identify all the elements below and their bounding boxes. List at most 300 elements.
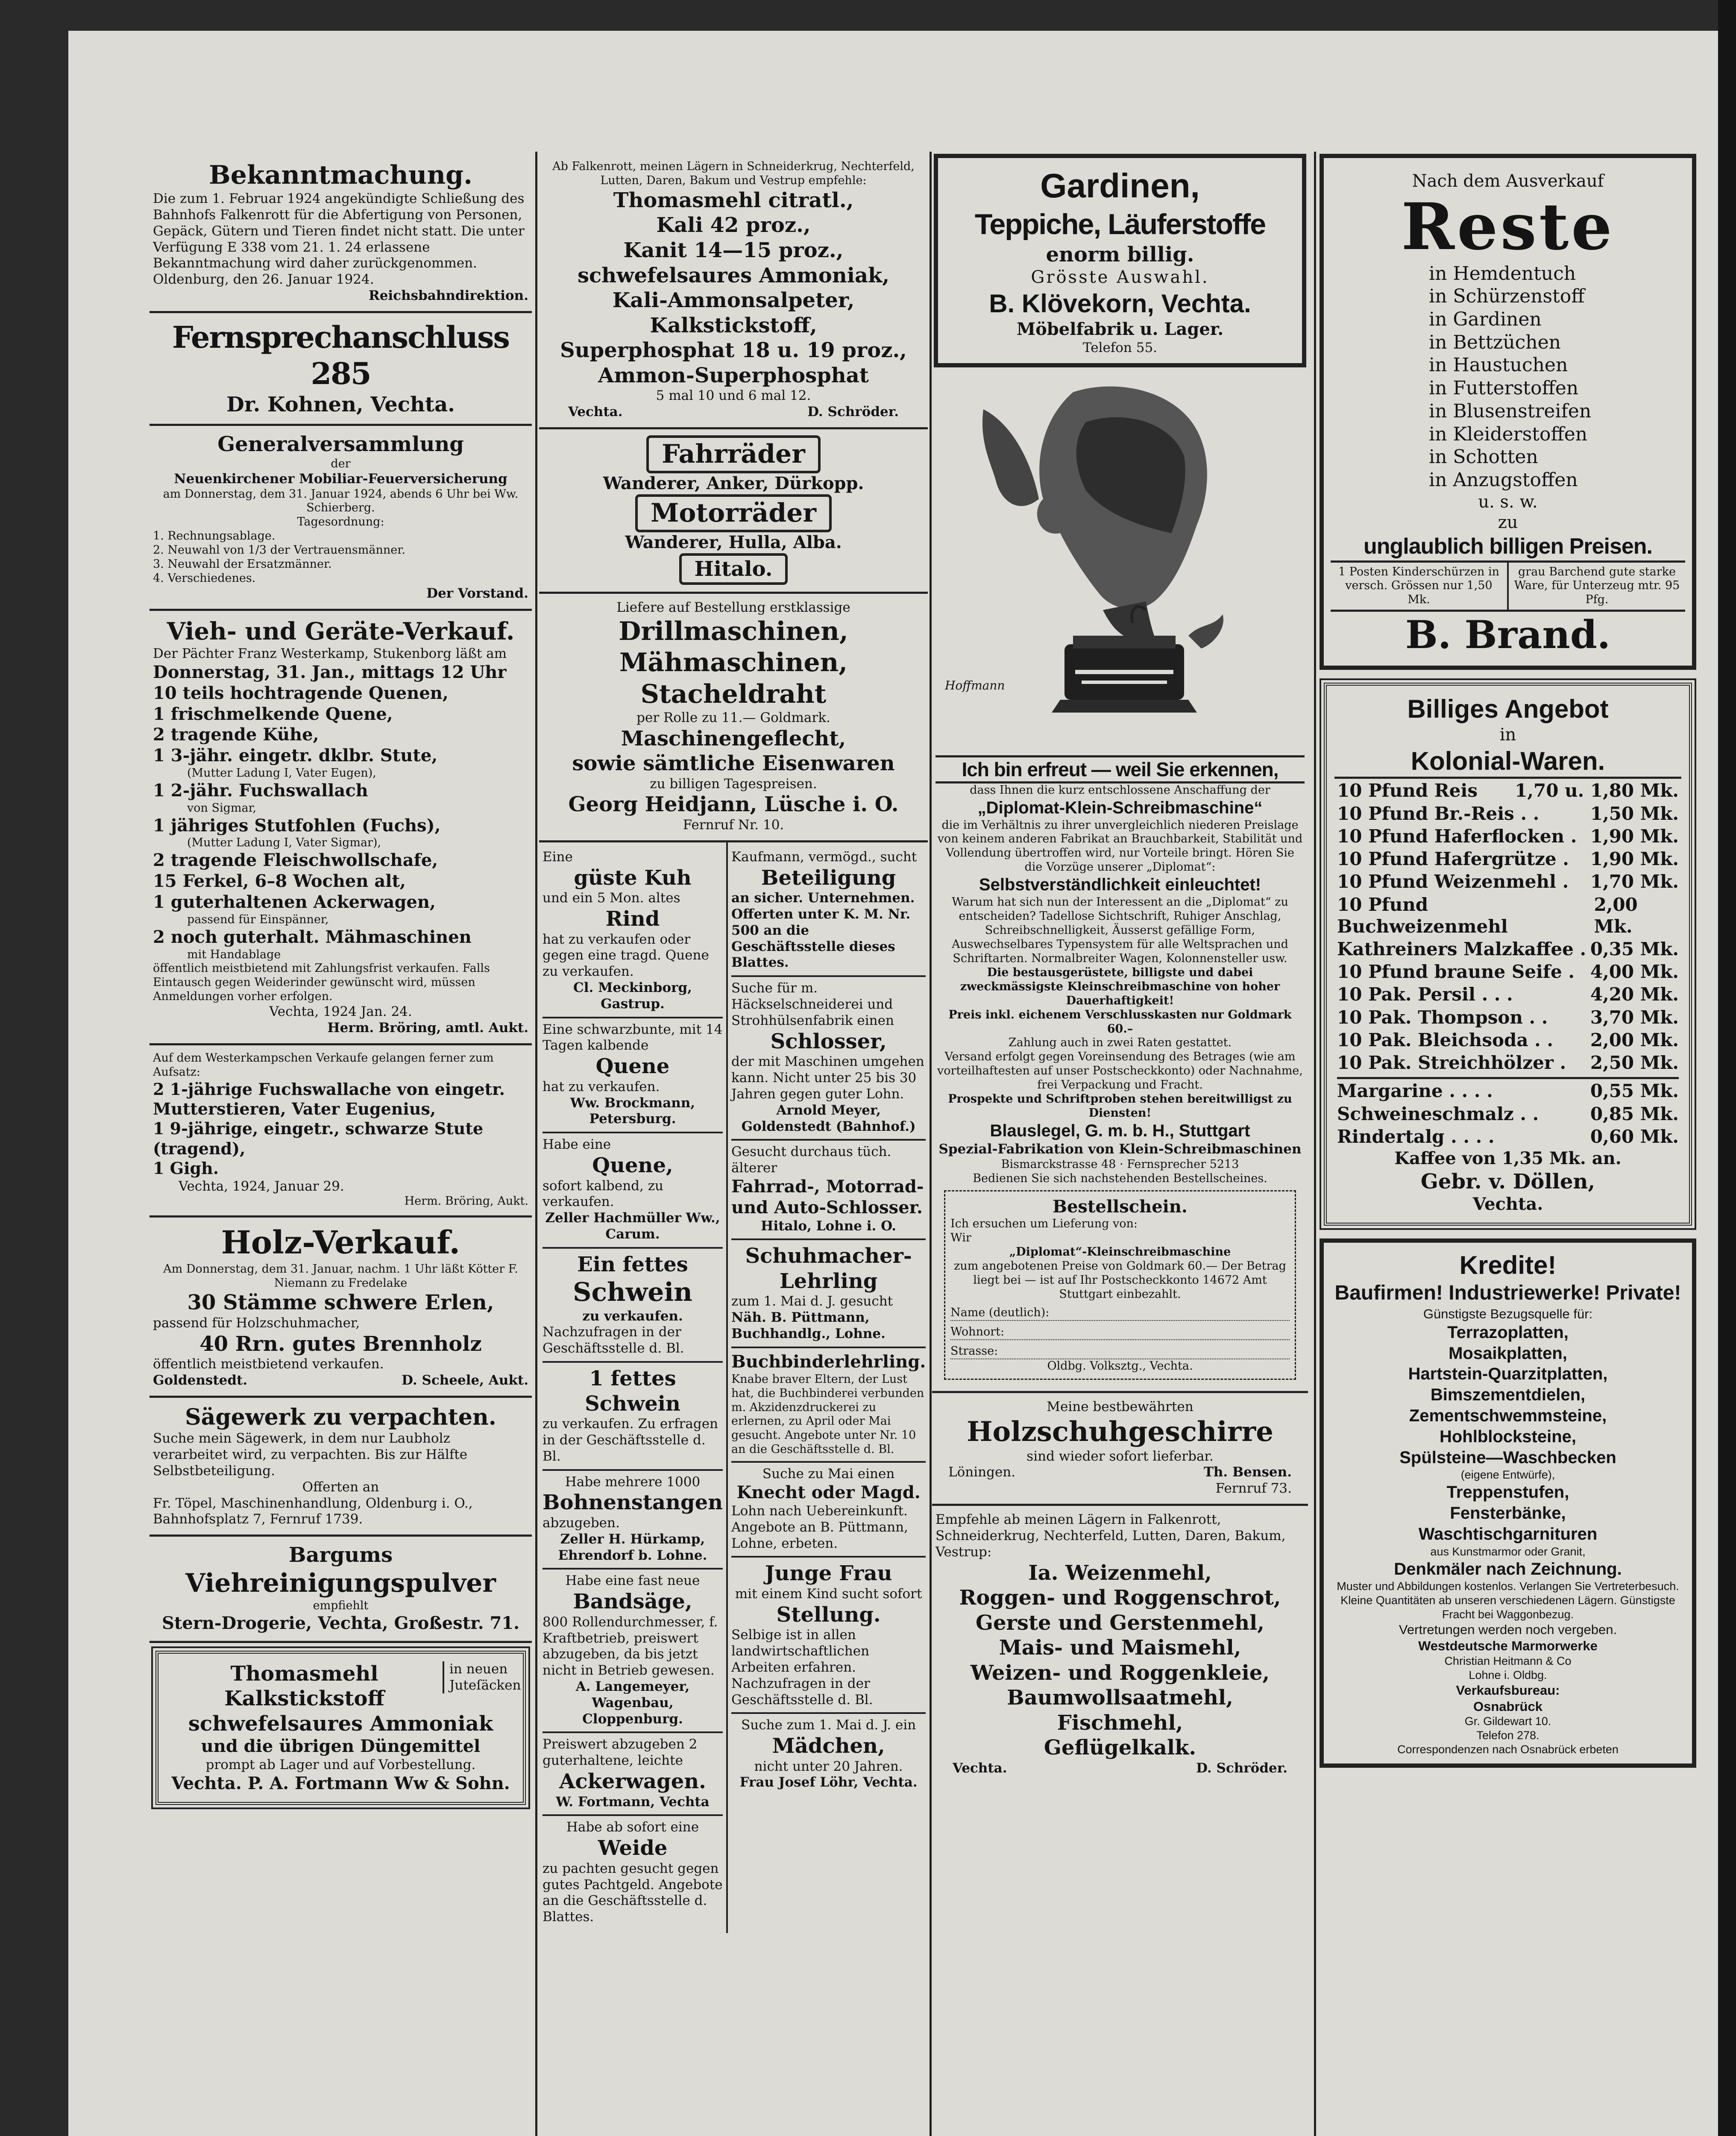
- ad-marmorwerke: [1320, 1238, 1696, 1768]
- ad-date: Vechta, 1924, Januar 29.: [179, 1178, 344, 1194]
- product-item: Spülsteine—Waschbecken: [1399, 1448, 1616, 1467]
- ad-org: Neuenkirchener Mobiliar-Feuerversicherung: [174, 471, 507, 487]
- column-rule: [1314, 152, 1316, 2136]
- ad-generalversammlung: [150, 426, 532, 611]
- ad-bekanntmachung: [150, 154, 532, 313]
- ad-text: Der Pächter Franz Westerkamp, Stukenborg läßt am: [153, 646, 507, 662]
- price-row: [1337, 1029, 1679, 1051]
- ad-text: Empfehle ab meinen Lägern in Falkenrott, Schneiderkrug, Nechterfeld, Lutten, Daren, Bakum, Vestrup:: [935, 1512, 1286, 1560]
- price-value: 1,90 Mk.: [1590, 825, 1679, 847]
- ad-company: Blauslegel, G. m. b. H., Stuttgart: [990, 1121, 1250, 1141]
- ad-note: Juteſäcken: [449, 1677, 521, 1693]
- fabric-item: in Hemdentuch: [1429, 262, 1576, 285]
- sale-item: 1 jähriges Stutfohlen (Fuchs),: [153, 815, 441, 836]
- product-item: Fischmehl,: [1057, 1711, 1183, 1735]
- sale-item: 15 Ferkel, 6–8 Wochen alt,: [153, 871, 406, 892]
- ad-text: Zahlung auch in zwei Raten gestattet.: [1008, 1036, 1232, 1050]
- ad-text: Gesucht durchaus tüch. älterer: [731, 1144, 891, 1176]
- ad-phone: Telefon 278.: [1476, 1729, 1540, 1742]
- ad-place: Vechta.: [1472, 1194, 1543, 1215]
- fabric-item: in Anzugstoffen: [1429, 469, 1578, 491]
- ad-title: Kolonial-Waren.: [1334, 745, 1681, 779]
- ad-signature: Georg Heidjann, Lüsche i. O.: [568, 792, 899, 817]
- ad-shop: B. Klövekorn, Vechta.: [989, 289, 1251, 318]
- ad-title: Junge Frau: [765, 1561, 892, 1586]
- ad-text: hat zu verkaufen.: [542, 1079, 660, 1094]
- ad-title: Buchbinderlehrling.: [731, 1351, 926, 1372]
- sale-item: 40 Rrn. gutes Brennholz: [199, 1332, 482, 1356]
- ad-text: hat zu verkaufen oder gegen eine tragd. Quene zu verkaufen.: [542, 931, 709, 980]
- small-ads-right: [728, 842, 928, 1933]
- ad-title: Billiges Angebot: [1407, 695, 1609, 724]
- price-value: 2,50 Mk.: [1590, 1052, 1679, 1074]
- ad-text: Prospekte und Schriftproben stehen bereitwilligst zu Diensten!: [948, 1092, 1292, 1120]
- ad-title: Kredite!: [1459, 1251, 1557, 1280]
- price-item: 10 Pfund Reis: [1337, 780, 1478, 801]
- ad-note: in neuen: [449, 1661, 508, 1677]
- product-item: Mähmaschinen,: [619, 648, 848, 678]
- ad-signature: A. Langemeyer, Wagenbau, Cloppenburg.: [575, 1678, 690, 1727]
- ad-text: Suche zum 1. Mai d. J. ein: [741, 1717, 916, 1733]
- ad-text: Spezial-Fabrikation von Klein-Schreibmaschinen: [938, 1141, 1302, 1157]
- agenda-item: 1. Rechnungsablage.: [153, 529, 276, 543]
- product-item: Baumwollsaatmehl,: [1007, 1686, 1233, 1710]
- ad-title: Quene: [595, 1054, 670, 1079]
- agenda-item: 4. Verschiedenes.: [153, 572, 256, 585]
- order-form-street-field[interactable]: Strasse:: [950, 1344, 1290, 1359]
- ad-title: Beteiligung: [761, 866, 896, 890]
- ad-title: Generalversammlung: [217, 432, 464, 457]
- product-item: Mais- und Maismehl,: [999, 1636, 1241, 1660]
- product-item: Kalkstickstoff,: [650, 313, 817, 337]
- ad-text: Die bestausgerüstete, billigste und dabei zweckmässigste Kleinschreibmaschine von hoher Dauerhaftigkeit!: [960, 965, 1280, 1007]
- price-row: [1337, 983, 1679, 1005]
- ad-headline: unglaublich billigen Preisen.: [1331, 533, 1685, 562]
- ad-thomasmehl-fortmann: [155, 1651, 526, 1805]
- price-row: [1337, 1052, 1679, 1079]
- price-value: 0,60 Mk.: [1590, 1126, 1679, 1147]
- ad-text: Nachzufragen in der Geschäftsstelle d. Bl.: [731, 1675, 873, 1708]
- offer-boxes: [1331, 563, 1685, 612]
- ad-title: Rind: [605, 907, 660, 931]
- ad-text: Kleine Quantitäten ab unseren verschiedenen Lägern. Günstigste Fracht bei Waggonbezug.: [1340, 1594, 1675, 1621]
- order-form-product: „Diplomat“-Kleinschreibmaschine: [1009, 1245, 1231, 1259]
- ad-title: Gardinen,: [1040, 167, 1200, 205]
- price-row: [1337, 894, 1679, 937]
- ad-title: Reste: [1401, 189, 1615, 264]
- ad-title: Schuhmacher-Lehrling: [745, 1244, 912, 1293]
- small-ad: [731, 1348, 926, 1463]
- ad-text: Kaffee von 1,35 Mk. an.: [1394, 1148, 1622, 1169]
- sale-item: 1 Gigh.: [153, 1159, 219, 1178]
- ad-title: Vieh- und Geräte-Verkauf.: [167, 617, 515, 645]
- order-form-footer: Oldbg. Volksztg., Vechta.: [1047, 1359, 1193, 1373]
- ad-signature: Gebr. v. Döllen,: [1420, 1169, 1595, 1194]
- ad-footer: [935, 1760, 1305, 1777]
- order-form-title: Bestellschein.: [1053, 1196, 1188, 1217]
- fabric-item: in Futterstoffen: [1429, 377, 1579, 399]
- fabric-item: in Gardinen: [1429, 308, 1542, 331]
- sale-item: 1 2-jähr. Fuchswallach: [153, 780, 368, 801]
- product-note: per Rolle zu 11.— Goldmark.: [636, 710, 830, 725]
- product-item: Waschtischgarnituren: [1418, 1524, 1598, 1543]
- ad-text: 800 Rollendurchmesser, f. Kraftbetrieb, preiswert abzugeben, da bis jetzt nicht in Betrieb gewesen.: [542, 1614, 718, 1678]
- ad-bargums: [150, 1537, 532, 1643]
- order-form-town-field[interactable]: Wohnort:: [950, 1325, 1290, 1340]
- ad-address: Fr. Töpel, Maschinenhandlung, Oldenburg i. O., Bahnhofsplatz 7, Fernruf 1739.: [153, 1495, 473, 1527]
- price-item: Schweineschmalz . .: [1337, 1103, 1539, 1124]
- ad-subtitle: Dr. Kohnen, Vechta.: [226, 392, 455, 417]
- ad-signature: Der Vorstand.: [426, 586, 528, 601]
- price-item: 10 Pfund Weizenmehl .: [1337, 871, 1569, 892]
- product-item: Weizen- und Roggenkleie,: [970, 1661, 1270, 1685]
- ad-product: und die übrigen Düngemittel: [201, 1736, 481, 1757]
- ad-text: und ein 5 Mon. altes: [542, 890, 680, 906]
- price-item: 10 Pfund Hafergrütze .: [1337, 848, 1569, 870]
- ad-text: abzugeben.: [542, 1515, 620, 1531]
- ad-text: Habe mehrere 1000: [565, 1474, 701, 1490]
- ad-date: Oldenburg, den 26. Januar 1924.: [153, 272, 374, 288]
- small-ad: [542, 1363, 723, 1471]
- price-value: 1,50 Mk.: [1590, 803, 1679, 824]
- ad-text: zu verkaufen. Zu erfragen in der Geschäftsstelle d. Bl.: [542, 1416, 718, 1464]
- price-value: 3,70 Mk.: [1590, 1006, 1679, 1028]
- product-item: Drillmaschinen,: [619, 616, 848, 647]
- ad-text: Lohn nach Uebereinkunft. Angebote an B. Püttmann, Lohne, erbeten.: [731, 1503, 908, 1551]
- price-value: 2,00 Mk.: [1590, 1029, 1679, 1050]
- order-form-name-field[interactable]: Name (deutlich):: [950, 1306, 1290, 1321]
- product-item: Thomasmehl citratl.,: [613, 188, 854, 212]
- ad-bensen: [932, 1393, 1308, 1506]
- brand-list: Wanderer, Anker, Dürkopp.: [603, 473, 864, 494]
- product-item: schwefelsaures Ammoniak,: [577, 263, 890, 288]
- price-item: 10 Pfund Haferflocken .: [1337, 825, 1577, 847]
- ad-product: „Diplomat-Klein-Schreibmaschine“: [977, 798, 1263, 817]
- small-ad: [542, 1733, 723, 1816]
- small-ad: [731, 977, 926, 1141]
- sale-item-note: passend für Einspänner,: [187, 912, 329, 926]
- fabric-item: in Kleiderstoffen: [1429, 423, 1588, 445]
- ad-text: zu verkaufen.: [582, 1308, 683, 1324]
- small-ad: [542, 1471, 723, 1570]
- small-ad: [731, 1141, 926, 1240]
- ad-place: Löningen.: [948, 1464, 1016, 1480]
- ad-signature: Cl. Meckinborg, Gastrup.: [573, 980, 692, 1012]
- ad-text: Meine bestbewährten: [1047, 1399, 1194, 1414]
- ad-westerkamp: [150, 1045, 532, 1218]
- price-value: 4,00 Mk.: [1590, 961, 1679, 983]
- small-ad: [731, 846, 926, 977]
- ad-product: Viehreinigungspulver: [185, 1568, 496, 1598]
- ad-product: Thomasmehl: [230, 1661, 378, 1686]
- product-item: Gerste und Gerstenmehl,: [976, 1611, 1264, 1635]
- ad-product: schwefelsaures Ammoniak: [188, 1711, 493, 1736]
- ad-text: Nachzufragen in der Geschäftsstelle d. Bl.: [542, 1324, 684, 1356]
- price-row: [1337, 780, 1679, 801]
- ad-product: Kalkstickstoff: [224, 1687, 384, 1711]
- ad-office: Verkaufsbureau:: [1456, 1682, 1560, 1698]
- small-ad: [731, 1558, 926, 1714]
- ad-signature: Näh. B. Püttmann, Buchhandlg., Lohne.: [731, 1310, 886, 1342]
- product-item: sowie sämtliche Eisenwaren: [572, 751, 895, 776]
- ad-text: der: [331, 457, 351, 470]
- ad-text: die im Verhältnis zu ihrer unvergleichlich niederen Preislage von keinem anderen Fabrikat an Brauchbarkeit, Stabilität und Vollendung übertroffen wird, nur Vorteile bringt. Hören Sie die Vorzüge unserer „Diplomat“:: [937, 818, 1303, 874]
- ad-title: Bargums: [288, 1543, 393, 1567]
- price-item: Kathreiners Malzkaffee .: [1337, 938, 1586, 959]
- sale-item: 2 tragende Fleischwollschafe,: [153, 850, 438, 871]
- agenda-item: 3. Neuwahl der Ersatzmänner.: [153, 557, 332, 571]
- sale-item: 10 teils hochtragende Quenen,: [153, 683, 449, 703]
- ad-text: dass Ihnen die kurz entschlossene Anschaffung der: [970, 783, 1270, 797]
- ad-text: Am Donnerstag, dem 31. Januar, nachm. 1 Uhr läßt Kötter F. Niemann zu Fredelake: [163, 1262, 518, 1290]
- ad-text: an sicher. Unternehmen. Offerten unter K. M. Nr. 500 an die Geschäftsstelle dieses Blattes.: [731, 890, 915, 971]
- fabric-list: [1331, 262, 1685, 492]
- ad-title: Schwein: [573, 1277, 692, 1308]
- ad-signature: D. Scheele, Aukt.: [402, 1373, 528, 1388]
- small-ads: [539, 842, 928, 1933]
- sale-item-note: öffentlich meistbietend verkaufen.: [153, 1356, 384, 1372]
- product-note: zu billigen Tagespreisen.: [650, 776, 817, 792]
- product-item: Kali-Ammonsalpeter,: [612, 288, 855, 313]
- ad-title: Ackerwagen.: [559, 1769, 706, 1794]
- price-item: 10 Pfund Buchweizenmehl: [1337, 894, 1508, 937]
- ad-title: Quene,: [592, 1153, 673, 1178]
- product-item: Hartstein-Quarzitplatten,: [1408, 1364, 1608, 1384]
- ad-title: Holz-Verkauf.: [221, 1224, 460, 1262]
- ad-company-owner: Christian Heitmann & Co: [1444, 1654, 1572, 1667]
- ad-saegewerk: [150, 1398, 532, 1537]
- ad-signature: Herm. Bröring, amtl. Aukt.: [327, 1020, 528, 1036]
- sale-item: 1 guterhaltenen Ackerwagen,: [153, 892, 436, 912]
- sale-item-note: mit Handablage: [187, 948, 281, 961]
- price-item: 10 Pak. Thompson . .: [1337, 1006, 1548, 1028]
- ad-price: Preis inkl. eichenem Verschlusskasten nur Goldmark 60.–: [948, 1008, 1292, 1036]
- ad-title: güste Kuh: [574, 866, 692, 890]
- ad-text: Suche mein Sägewerk, in dem nur Laubholz verarbeitet wird, zu verpachten. Bis zur Hälfte Selbstbeteiligung.: [153, 1431, 468, 1479]
- ad-text: sofort kalbend, zu verkaufen.: [542, 1178, 664, 1210]
- product-item: Denkmäler nach Zeichnung.: [1394, 1559, 1622, 1579]
- sale-item: 2 tragende Kühe,: [153, 725, 319, 745]
- price-value: 1,90 Mk.: [1590, 848, 1679, 870]
- ad-signature: Zeller H. Hürkamp, Ehrendorf b. Lohne.: [558, 1531, 707, 1563]
- ad-address: Gr. Gildewart 10.: [1464, 1715, 1551, 1728]
- ad-text: Möbelfabrik u. Lager.: [1016, 319, 1224, 340]
- product-item: Kanit 14—15 proz.,: [623, 238, 844, 262]
- price-row: [1337, 1080, 1679, 1102]
- ad-text: enorm billig.: [1046, 242, 1194, 267]
- ad-title: Knecht oder Magd.: [736, 1482, 921, 1503]
- ad-text: Muster und Abbildungen kostenlos. Verlangen Sie Vertreterbesuch.: [1337, 1580, 1679, 1593]
- price-value: 4,20 Mk.: [1590, 984, 1679, 1005]
- ad-title: Motorräder: [635, 494, 832, 532]
- product-item: Hohlblocksteine,: [1439, 1427, 1577, 1446]
- small-ad: [542, 1816, 723, 1930]
- ad-kloevekorn: [934, 154, 1306, 367]
- ad-text: prompt ab Lager und auf Vorbestellung.: [205, 1757, 476, 1773]
- price-row: [1337, 961, 1679, 983]
- price-value: 0,35 Mk.: [1590, 938, 1679, 959]
- offer-box: grau Barchend gute starke Ware, für Unterzeug mtr. 95 Pfg.: [1514, 565, 1680, 607]
- price-value: 1,70 u. 1,80 Mk.: [1515, 780, 1679, 801]
- small-ad: [731, 1240, 926, 1348]
- ad-signature: Frau Josef Löhr, Vechta.: [739, 1775, 918, 1790]
- ad-title: Mädchen,: [772, 1734, 885, 1758]
- ad-text: Liefere auf Bestellung erstklassige: [616, 600, 850, 616]
- price-row: [1337, 871, 1679, 892]
- ad-when: am Donnerstag, dem 31. Januar 1924, abends 6 Uhr bei Ww. Schierberg.: [163, 487, 519, 515]
- fabric-item: in Schotten: [1429, 446, 1538, 468]
- ad-signature: Th. Bensen.: [1203, 1464, 1292, 1480]
- fabric-item: in Blusenstreifen: [1429, 400, 1592, 422]
- ad-address: Bismarckstrasse 48 · Fernsprecher 5213: [1001, 1157, 1239, 1171]
- ad-text: Eine: [542, 849, 573, 865]
- ad-place: Lohne i. Oldbg.: [1469, 1668, 1547, 1681]
- price-row: [1337, 825, 1679, 847]
- ad-text: zu pachten gesucht gegen gutes Pachtgeld. Angebote an die Geschäftsstelle d. Blattes.: [542, 1860, 723, 1925]
- column-rule: [535, 152, 537, 2136]
- ad-title: Schlosser,: [770, 1029, 887, 1053]
- small-ad: [542, 1018, 723, 1134]
- ad-signature: Ww. Brockmann, Petersburg.: [570, 1095, 695, 1127]
- price-item: 10 Pak. Persil . . .: [1337, 984, 1513, 1005]
- ad-footer: [153, 1373, 528, 1389]
- ad-date: Vechta, 1924 Jan. 24.: [269, 1004, 412, 1020]
- ad-signature: Arnold Meyer, Goldenstedt (Bahnhof.): [741, 1102, 916, 1134]
- price-row: [1337, 938, 1679, 960]
- ad-text: Selbige ist in allen landwirtschaftlichen Arbeiten erfahren.: [731, 1627, 870, 1675]
- ad-headline: Baufirmen! Industriewerke! Private!: [1334, 1282, 1681, 1305]
- product-item: Maschinengeflecht,: [621, 726, 846, 751]
- brand-list: Wanderer, Hulla, Alba.: [625, 532, 842, 553]
- column-4: [1318, 154, 1698, 1771]
- ad-title: Stellung.: [776, 1602, 881, 1627]
- ad-text: Eine schwarzbunte, mit 14 Tagen kalbende: [542, 1021, 723, 1053]
- column-3: [932, 154, 1308, 1784]
- ad-title: Bandsäge,: [573, 1590, 692, 1614]
- ad-footer: [542, 404, 924, 420]
- ad-text: öffentlich meistbietend mit Zahlungsfrist verkaufen. Falls Eintausch gegen Weiderinder gewünscht wird, müssen Anmeldungen vorher erfolgen.: [153, 962, 490, 1003]
- small-ad: [542, 1570, 723, 1733]
- ad-diplomat: [932, 749, 1308, 1393]
- product-item: Ammon-Superphosphat: [598, 363, 869, 387]
- ad-text: Ab Falkenrott, meinen Lägern in Schneiderkrug, Nechterfeld, Lutten, Daren, Bakum und Vestrup empfehle:: [552, 160, 915, 187]
- ad-text: mit einem Kind sucht sofort: [735, 1586, 922, 1602]
- ad-shop: Stern-Drogerie, Vechta, Großestr. 71.: [161, 1613, 520, 1633]
- sale-item: 2 1-jährige Fuchswallache von eingetr. Mutterstieren, Vater Eugenius,: [153, 1079, 505, 1119]
- ad-slogan: Ich bin erfreut — weil Sie erkennen,: [935, 755, 1305, 783]
- ad-text: Warum hat sich nun der Interessent an die „Diplomat“ zu entscheiden? Tadellose Sichtschrift, Ruhiger Anschlag, Schreibschnelligkeit, Äusserst gefällige Form, Auswechselbares Typensystem für alle Weltsprachen und Schriftarten. Normalbreiter Wagen, Kolonnensteller usw.: [952, 895, 1288, 965]
- ad-holz-verkauf: [150, 1218, 532, 1398]
- product-item: Zementschwemmsteine,: [1409, 1406, 1607, 1425]
- small-ad: [731, 1714, 926, 1795]
- ad-phone: Telefon 55.: [1082, 340, 1158, 355]
- ad-text: Knabe braver Eltern, der Lust hat, die Buchbinderei verbunden m. Akzidenzdruckerei zu erlernen, zu April oder Mai gesucht. Angebote unter Nr. 10 an die Geschäftsstelle d. Bl.: [731, 1372, 924, 1456]
- ad-schroeder-mehl: [932, 1506, 1308, 1784]
- product-item: Terrazoplatten,: [1447, 1323, 1569, 1342]
- sale-item-note: passend für Holzschuhmacher,: [153, 1315, 360, 1331]
- product-item: Roggen- und Roggenschrot,: [959, 1586, 1281, 1610]
- product-item: Treppenstufen,: [1446, 1483, 1569, 1502]
- ad-phone: Fernruf 73.: [1215, 1481, 1292, 1496]
- column-2: [539, 154, 928, 1933]
- ad-text: zum 1. Mai d. J. gesucht: [731, 1294, 893, 1309]
- price-item: 10 Pfund braune Seife .: [1337, 961, 1575, 983]
- ad-text: empfiehlt: [313, 1599, 369, 1613]
- ad-note: 5 mal 10 und 6 mal 12.: [656, 388, 811, 404]
- ad-text: Suche zu Mai einen: [762, 1466, 895, 1482]
- small-ads-left: [539, 842, 728, 1933]
- ad-text: Habe eine: [542, 1137, 611, 1153]
- ad-title: Holzschuhgeschirre: [967, 1415, 1273, 1448]
- ad-hitalo: [539, 429, 928, 594]
- ad-text: Offerten an: [302, 1479, 379, 1495]
- order-form-text: Ich ersuchen um Lieferung von:: [950, 1217, 1138, 1231]
- ad-title: Bekanntmachung.: [209, 160, 472, 190]
- ad-schroeder-duenger: [539, 154, 928, 429]
- ad-text: Günstigste Bezugsquelle für:: [1423, 1306, 1593, 1321]
- ad-place: Osnabrück: [1473, 1699, 1542, 1714]
- product-item: Superphosphat 18 u. 19 proz.,: [560, 338, 907, 363]
- price-row: [1337, 1103, 1679, 1125]
- ad-signature: B. Brand.: [1405, 612, 1611, 658]
- ad-text: Versand erfolgt gegen Voreinsendung des Betrages (wie am vorteilhaftesten auf unser Postscheckkonto) oder Nachnahme, frei Verpackung und Fracht.: [937, 1050, 1303, 1092]
- price-row: [1337, 1006, 1679, 1028]
- offer-box: 1 Posten Kinderschürzen in versch. Grössen nur 1,50 Mk.: [1331, 563, 1509, 610]
- sale-item-note: von Sigmar,: [187, 801, 257, 815]
- sale-item: 2 noch guterhalt. Mähmaschinen: [153, 927, 472, 947]
- ad-signature: D. Schröder.: [807, 404, 899, 420]
- product-item: Kali 42 proz.,: [656, 213, 811, 238]
- order-form: [944, 1190, 1296, 1380]
- price-value: 1,70 Mk.: [1590, 871, 1679, 892]
- small-ad: [542, 1249, 723, 1363]
- product-item: Mosaikplatten,: [1449, 1344, 1567, 1363]
- ad-place: Vechta.: [568, 404, 623, 420]
- ad-shop: Hitalo.: [679, 553, 788, 585]
- price-row: [1337, 803, 1679, 824]
- price-value: 2,00 Mk.: [1594, 894, 1638, 937]
- product-note: aus Kunstmarmor oder Granit,: [1430, 1545, 1586, 1558]
- ad-signature: Zeller Hachmüller Ww., Carum.: [545, 1210, 720, 1242]
- ad-text: Nach dem Ausverkauf: [1412, 171, 1604, 191]
- ad-place: Goldenstedt.: [153, 1373, 248, 1388]
- price-value: 0,85 Mk.: [1590, 1103, 1679, 1124]
- ad-text: nicht unter 20 Jahren.: [754, 1758, 903, 1774]
- ad-title: Fahrrad-, Motorrad- und Auto-Schlosser.: [731, 1176, 924, 1218]
- ad-title: Fernsprechanschluss 285: [172, 319, 509, 392]
- ad-text: in: [1499, 725, 1516, 745]
- fabric-item: in Schürzenstoff: [1429, 285, 1585, 308]
- sale-item: 1 9-jährige, eingetr., schwarze Stute (tragend),: [153, 1119, 484, 1158]
- ad-text: Suche für m. Häckselschneiderei und Strohhülsenfabrik einen: [731, 980, 894, 1028]
- agenda-item: 2. Neuwahl von 1/3 der Vertrauensmänner.: [153, 543, 405, 557]
- ad-text: u. s. w.: [1478, 492, 1538, 512]
- ad-text: Auf dem Westerkampschen Verkaufe gelangen ferner zum Aufsatz:: [153, 1051, 494, 1079]
- ad-text: Habe ab sofort eine: [566, 1819, 699, 1835]
- product-item: Fensterbänke,: [1450, 1504, 1566, 1523]
- ad-signature: Hitalo, Lohne i. O.: [761, 1218, 897, 1234]
- ad-text: sind wieder sofort lieferbar.: [1026, 1448, 1214, 1464]
- column-rule: [930, 152, 932, 2136]
- sale-item-note: (Mutter Ladung I, Vater Sigmar),: [187, 836, 381, 850]
- fabric-item: in Bettzüchen: [1429, 331, 1561, 353]
- sale-item: 1 3-jähr. eingetr. dklbr. Stute,: [153, 745, 438, 766]
- ad-signature: W. Fortmann, Vechta: [556, 1794, 710, 1810]
- ad-place: Vechta.: [953, 1760, 1007, 1776]
- product-item: Stacheldraht: [640, 679, 827, 709]
- small-ad: [542, 846, 723, 1018]
- small-ad: [731, 1463, 926, 1558]
